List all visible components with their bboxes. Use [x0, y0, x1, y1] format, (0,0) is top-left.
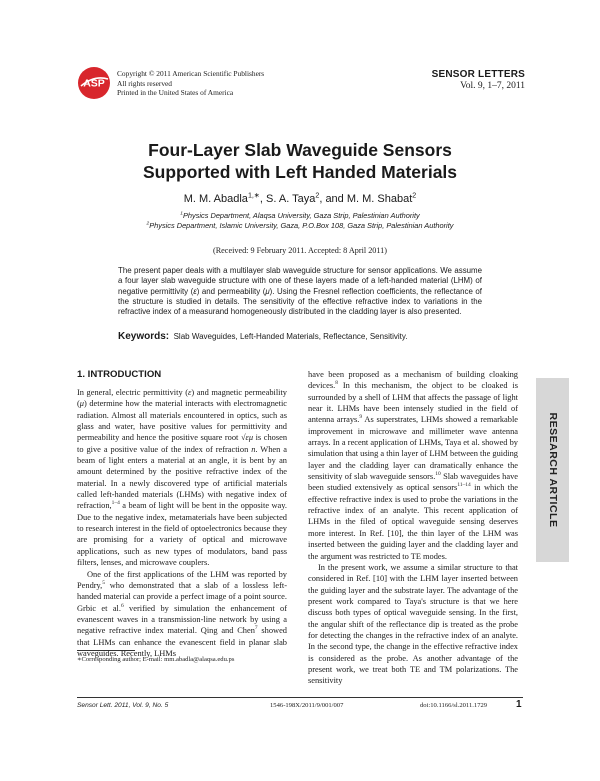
paper-title — [0, 139, 600, 183]
printed-line: Printed in the United States of America — [117, 88, 234, 98]
author-name: M. M. Abadla — [183, 193, 248, 205]
footer-doi: doi:10.1166/sl.2011.1729 — [420, 702, 488, 709]
author-mark: 2 — [315, 191, 320, 200]
left-column — [77, 387, 287, 659]
abstract: The present paper deals with a multilayer slab waveguide structure for sensor applications. We assume a four layer slab waveguide structure with one of these layers made of a left-handed material (LHM) of negative permittivity (ε) and permeability (μ). Using the Fresnel reflection coefficients, the reflectance of the structure is studied in details. The sensitivity of the effective refractive index to variations in the refractive index of a measurand homogeneously distributed in the cladding layer is also presented. — [118, 266, 482, 317]
keywords — [118, 331, 482, 342]
publisher-logo — [77, 66, 111, 100]
affiliation-1: $^1$Physics Department, Alaqsa University, Gaza Strip, Palestinian Authority — [180, 211, 420, 220]
author-name: S. A. Taya — [266, 193, 316, 205]
corresponding-author-footnote: ∗Corresponding author; E-mail: mm.abadla@alaqsa.edu.ps — [77, 656, 235, 663]
keywords-label: Keywords: — [118, 331, 170, 342]
author-name: M. M. Shabat — [346, 193, 413, 205]
page-number: 1 — [516, 699, 522, 710]
keywords-text: Slab Waveguides, Left-Handed Materials, Reflectance, Sensitivity. — [173, 332, 408, 341]
author-mark: 1,∗ — [247, 191, 260, 200]
footer-divider — [77, 697, 523, 698]
title-line-1: Four-Layer Slab Waveguide Sensors — [148, 140, 452, 160]
footer-citation: Sensor Lett. 2011, Vol. 9, No. 5 — [77, 702, 169, 709]
paragraph: One of the first applications of the LHM was reported by Pendry,$^5$ who demonstrated that a slab of a lossless left-handed material can provide a perfect image of a point source. Grbic et al.$^6$ verified by simulation the enhancement of evanescent waves in a transmission-line network by using a negative refractive index material. Qing and Chen$^7$ showed that LHMs can enhance the evanescent field in planar slab waveguides. Recently, LHMs — [77, 569, 287, 658]
rights-line: All rights reserved — [117, 78, 173, 88]
right-column — [308, 369, 518, 687]
research-article-tab — [536, 378, 569, 562]
footer-issn: 1546-198X/2011/9/001/007 — [270, 702, 344, 709]
author-list: M. M. Abadla$^{1,∗}$, S. A. Taya$^2$, and M. M. Shabat$^2$ — [183, 191, 417, 205]
section-heading: 1. INTRODUCTION — [77, 369, 162, 380]
journal-volume: Vol. 9, 1–7, 2011 — [460, 81, 525, 91]
paragraph: have been proposed as a mechanism of building cloaking devices.$^8$ In this mechanism, the object to be cloaked is surrounded by a shell of LHM that affects the passage of light near it. LHMs have been intensely studied in the field of antenna arrays.$^9$ As superstrates, LHMs showed a remarkable improvement in microwave and millimeter wave antenna arrays. In a recent application of LHMs, Taya et al. showed by simulation that using a thin layer of LHM between the guiding layer and the cladding layer can dramatically enhance the sensitivity of slab waveguide sensors.$^{10}$ Slab waveguides have been studied extensively as optical sensors$^{11-14}$ in which the effective refractive index is used to probe the variations in the refractive index of an analyte. This recent application of LHMs in the filed of optical waveguide sensing deserves more interest. In Ref. [10], the thin layer of the LHM was inserted between the guiding layer and the cladding layer and the argument was restricted to TE modes. — [308, 370, 518, 561]
logo-text: ASP — [83, 77, 105, 90]
copyright-line: Copyright © 2011 American Scientific Publishers — [117, 69, 265, 78]
title-line-2: Supported with Left Handed Materials — [142, 162, 458, 182]
journal-name: SENSOR LETTERS — [431, 69, 525, 80]
publisher-info — [117, 69, 264, 98]
paragraph: In the present work, we assume a similar structure to that considered in Ref. [10] with the LHM layer inserted between the guiding layer and the substrate layer. The advantage of the present work compared to Taya's structure is that we here discuss both types of optical waveguide sensing. In the first, the angular shift of the reflectance dip is treated as the probe for detecting the changes in the refractive index of an analyte. In the second type, the change in the effective refractive index is considered as the probe. As another advantage of the present work, we treat both TE and TM polarizations. The sensitivity — [308, 562, 518, 686]
received-dates: (Received: 9 February 2011. Accepted: 8 April 2011) — [212, 246, 387, 255]
affiliation-2: $^2$Physics Department, Islamic University, Gaza, P.O.Box 108, Gaza Strip, Palestinian Authority — [146, 221, 454, 230]
side-tab-label: RESEARCH ARTICLE — [546, 412, 559, 528]
footnote-divider — [77, 650, 135, 651]
paragraph: In general, electric permittivity (ε) and magnetic permeability (μ) determine how the material interacts with electromagnetic radiation. Almost all materials encountered in optics, such as glass and water, have positive values for permittivity and permeability and hence the positive square root √εμ is chosen to give a positive value of the index of refraction n. When a beam of light enters a material at an angle, it is bent by an amount determined by the positive refractive index of the material. In a newly discovered type of artificial materials called left-handed materials (LHMs) with negative index of refraction,$^{1-4}$ a beam of light will be bent in the opposite way. Due to the negative index, metamaterials have been subjected to research interest in the field of optoelectronics because they are promising for a variety of optical and microwave applications, such as new types of modulators, band pass filters, lenses, and microwave couplers. — [77, 388, 288, 568]
journal-header — [432, 69, 525, 91]
author-mark: 2 — [412, 191, 417, 200]
